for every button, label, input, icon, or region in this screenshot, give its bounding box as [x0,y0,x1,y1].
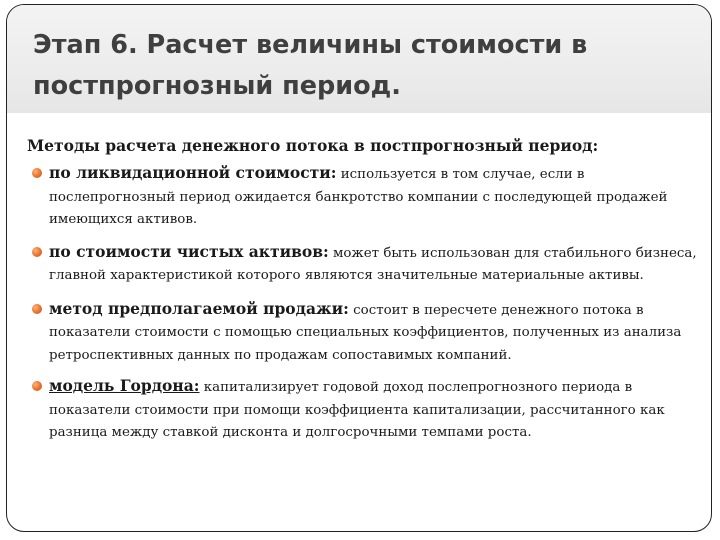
slide-frame [6,4,712,532]
list-item-assumed-sale-method [27,298,707,368]
orange-dot-icon [32,168,42,178]
method-term: по ликвидационной стоимости: [49,163,337,182]
method-description: состоит в пересчете денежного потока в показатели стоимости с помощью специальных коэффициентов, полученных из анализа ретроспективных данных по продажам сопоставимых компаний. [49,302,682,363]
slide-title: Этап 6. Расчет величины стоимости в постпрогнозный период. [33,30,588,101]
method-description: используется в том случае, если в послепрогнозный период ожидается банкротство компании с последующей продажей имеющихся активов. [49,167,668,227]
method-term: по стоимости чистых активов: [49,241,329,261]
method-description: может быть использован для стабильного бизнеса, главной характеристикой которого являются значительные материальные активы. [49,245,697,283]
methods-list [27,162,707,445]
method-term: метод предполагаемой продажи: [49,298,349,318]
orange-dot-icon [32,247,42,257]
method-description: капитализирует годовой доход послепрогнозного периода в показатели стоимости при помощи коэффициента капитализации, рассчитанного как разница между ставкой дисконта и долгосрочными темпами роста. [49,380,665,440]
method-term: модель Гордона: [49,376,200,395]
orange-dot-icon [32,381,42,391]
list-item-net-assets-value [27,241,707,288]
title-band [7,5,711,113]
orange-dot-icon [32,304,42,314]
intro-heading: Методы расчета денежного потока в постпрогнозный период: [27,136,599,155]
list-item-liquidation-value [27,162,707,232]
slide-content [27,136,707,453]
list-item-gordon-model [27,375,707,445]
